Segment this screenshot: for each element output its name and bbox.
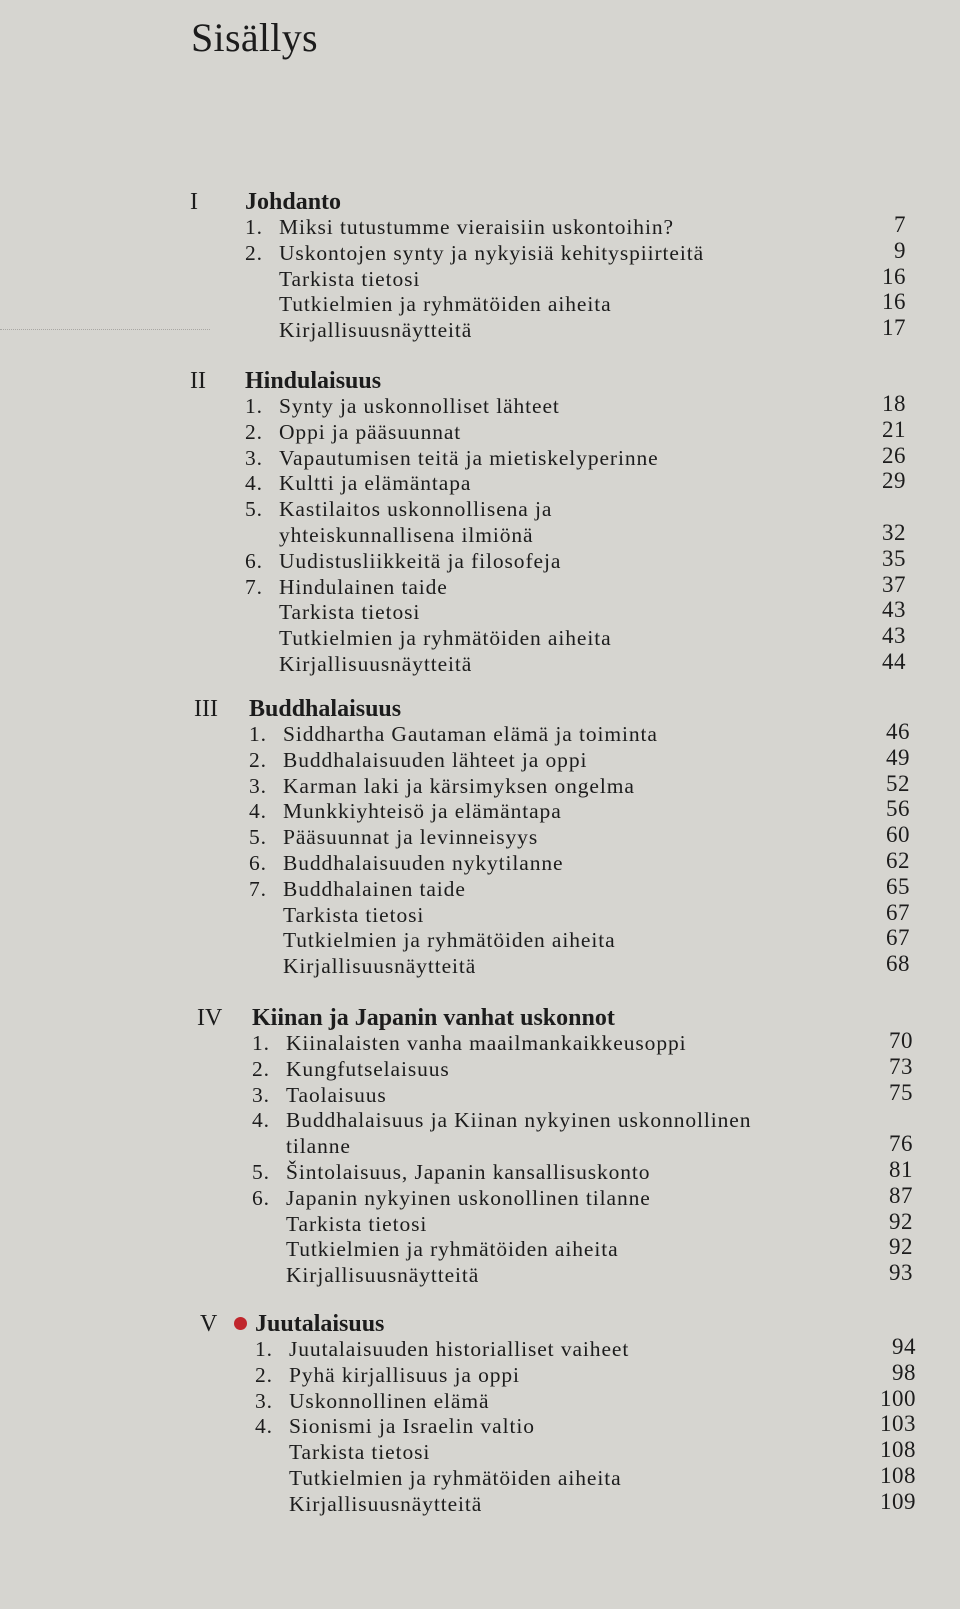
entry-number: 3. xyxy=(252,1082,270,1107)
entry-title: Kultti ja elämäntapa xyxy=(279,471,472,496)
toc-entry xyxy=(190,648,906,678)
entry-title: Kiinalaisten vanha maailmankaikkeusoppi xyxy=(286,1031,687,1055)
toc-section xyxy=(197,1005,913,1289)
section-title: Kiinan ja Japanin vanhat uskonnot xyxy=(252,1005,615,1031)
entry-title: Kastilaitos uskonnollisena ja xyxy=(279,497,553,522)
entry-title: Taolaisuus xyxy=(286,1082,387,1107)
entry-title: Buddhalaisuus ja Kiinan nykyinen uskonnollinen xyxy=(286,1108,752,1133)
toc-entry xyxy=(200,1462,916,1492)
entry-page-number: 92 xyxy=(889,1234,913,1260)
toc-section xyxy=(190,368,906,678)
toc-entry xyxy=(190,263,906,293)
entry-number: 2. xyxy=(252,1056,270,1081)
entry-number: 3. xyxy=(249,773,267,798)
entry-number: 3. xyxy=(255,1388,273,1413)
entry-number: 6. xyxy=(245,548,263,573)
entry-page-number: 67 xyxy=(886,899,910,925)
entry-page-number: 65 xyxy=(886,873,910,899)
entry-page-number: 81 xyxy=(889,1156,913,1182)
toc-entry xyxy=(190,442,906,472)
entry-page-number: 17 xyxy=(882,315,906,341)
entry-title: Tarkista tietosi xyxy=(279,266,421,291)
toc-entry xyxy=(194,951,910,980)
toc-entry xyxy=(197,1182,913,1212)
section-title: Buddhalaisuus xyxy=(249,696,402,722)
entry-number: 7. xyxy=(249,876,267,901)
entry-page-number: 35 xyxy=(882,545,906,571)
entry-page-number: 68 xyxy=(886,951,910,977)
entry-page-number: 70 xyxy=(889,1028,913,1053)
toc-entry xyxy=(194,770,910,800)
entry-page-number: 21 xyxy=(882,416,906,442)
entry-title: Karman laki ja kärsimyksen ongelma xyxy=(283,773,635,798)
entry-page-number: 29 xyxy=(882,468,906,494)
toc-entry xyxy=(197,1208,913,1238)
entry-page-number: 44 xyxy=(882,648,906,674)
toc-entry xyxy=(194,847,910,877)
entry-number: 5. xyxy=(252,1159,270,1184)
toc-entry xyxy=(190,597,906,626)
entry-page-number: 108 xyxy=(880,1437,916,1463)
entry-title: Kirjallisuusnäytteitä xyxy=(289,1491,483,1516)
entry-page-number: 100 xyxy=(880,1385,916,1411)
entry-title: Kirjallisuusnäytteitä xyxy=(279,318,473,343)
toc-entry xyxy=(190,315,906,344)
entry-title: Munkkiyhteisö ja elämäntapa xyxy=(283,799,562,824)
entry-number: 4. xyxy=(249,799,267,824)
entry-page-number: 108 xyxy=(880,1462,916,1488)
entry-page-number: 92 xyxy=(889,1208,913,1234)
toc-entry xyxy=(200,1334,916,1363)
entry-page-number: 18 xyxy=(882,391,906,416)
entry-title: Synty ja uskonnolliset lähteet xyxy=(279,394,560,418)
toc-entry xyxy=(197,1053,913,1083)
toc-entry xyxy=(190,289,906,318)
entry-page-number: 103 xyxy=(880,1411,916,1437)
toc-entry xyxy=(190,571,906,601)
entry-page-number: 37 xyxy=(882,571,906,597)
toc-entry xyxy=(197,1079,913,1109)
entry-title: Tarkista tietosi xyxy=(286,1211,428,1236)
entry-number: 4. xyxy=(255,1414,273,1439)
entry-number: 1. xyxy=(245,394,263,418)
entry-page-number: 52 xyxy=(886,770,910,796)
entry-number: 6. xyxy=(249,850,267,875)
entry-title: Hindulainen taide xyxy=(279,574,448,599)
toc-entry xyxy=(200,1385,916,1415)
toc-entry xyxy=(190,212,906,241)
entry-number: 2. xyxy=(245,240,263,265)
toc-entry xyxy=(190,391,906,420)
entry-title: Pääsuunnat ja levinneisyys xyxy=(283,825,539,850)
entry-page-number: 7 xyxy=(894,212,906,237)
entry-title: Tutkielmien ja ryhmätöiden aiheita xyxy=(289,1465,622,1490)
entry-page-number: 60 xyxy=(886,822,910,848)
section-numeral: II xyxy=(190,368,206,394)
faint-line xyxy=(0,329,210,330)
toc-entry xyxy=(197,1131,913,1160)
entry-page-number: 9 xyxy=(894,237,906,263)
entry-title: Kirjallisuusnäytteitä xyxy=(283,954,477,979)
toc-entry xyxy=(197,1108,913,1134)
section-heading xyxy=(197,1005,913,1031)
entry-title: Buddhalaisuuden lähteet ja oppi xyxy=(283,747,588,772)
entry-page-number: 49 xyxy=(886,744,910,770)
entry-title: Oppi ja pääsuunnat xyxy=(279,419,462,444)
entry-number: 3. xyxy=(245,445,263,470)
entry-title: Japanin nykyinen uskonollinen tilanne xyxy=(286,1185,651,1210)
toc-entry xyxy=(194,719,910,748)
section-heading xyxy=(194,696,910,722)
entry-number: 2. xyxy=(255,1362,273,1387)
toc-entry xyxy=(190,545,906,575)
entry-title: Kirjallisuusnäytteitä xyxy=(279,651,473,676)
section-title: Juutalaisuus xyxy=(255,1311,385,1337)
entry-page-number: 16 xyxy=(882,289,906,315)
entry-page-number: 56 xyxy=(886,796,910,822)
entry-title: Buddhalaisuuden nykytilanne xyxy=(283,850,564,875)
toc-entry xyxy=(190,416,906,446)
toc-entry xyxy=(197,1260,913,1289)
entry-title: Pyhä kirjallisuus ja oppi xyxy=(289,1362,520,1387)
entry-page-number: 75 xyxy=(889,1079,913,1105)
entry-title: Uskonnollinen elämä xyxy=(289,1388,490,1413)
page-title: Sisällys xyxy=(191,15,318,60)
entry-title: Kirjallisuusnäytteitä xyxy=(286,1263,480,1288)
entry-number: 1. xyxy=(245,215,263,239)
entry-title: Juutalaisuuden historialliset vaiheet xyxy=(289,1337,630,1361)
entry-title: Kungfutselaisuus xyxy=(286,1056,450,1081)
toc-entry xyxy=(194,796,910,825)
toc-entry xyxy=(194,899,910,929)
entry-title: Tutkielmien ja ryhmätöiden aiheita xyxy=(279,292,612,317)
entry-page-number: 43 xyxy=(882,597,906,623)
section-title: Johdanto xyxy=(245,189,342,215)
entry-page-number: 62 xyxy=(886,847,910,873)
toc-entry xyxy=(197,1234,913,1263)
entry-number: 2. xyxy=(249,747,267,772)
toc-entry xyxy=(194,925,910,954)
toc-entry xyxy=(200,1359,916,1389)
entry-number: 1. xyxy=(249,722,267,746)
section-heading xyxy=(190,189,906,215)
entry-page-number: 73 xyxy=(889,1053,913,1079)
entry-title: yhteiskunnallisena ilmiönä xyxy=(279,522,534,547)
entry-title: Tarkista tietosi xyxy=(279,600,421,625)
toc-entry xyxy=(190,468,906,497)
section-numeral: I xyxy=(190,189,198,215)
entry-page-number: 94 xyxy=(892,1334,916,1359)
entry-title: Uudistusliikkeitä ja filosofeja xyxy=(279,548,562,573)
section-heading xyxy=(200,1311,916,1337)
toc-entry xyxy=(200,1437,916,1466)
entry-page-number: 98 xyxy=(892,1359,916,1385)
toc-entry xyxy=(200,1411,916,1440)
section-numeral: III xyxy=(194,696,218,722)
toc-section xyxy=(200,1311,916,1518)
toc-entry xyxy=(197,1156,913,1186)
entry-number: 1. xyxy=(252,1031,270,1055)
entry-number: 5. xyxy=(249,825,267,850)
entry-number: 2. xyxy=(245,419,263,444)
entry-number: 1. xyxy=(255,1337,273,1361)
toc-entry xyxy=(190,519,906,549)
entry-title: tilanne xyxy=(286,1134,351,1159)
entry-title: Tarkista tietosi xyxy=(283,902,425,927)
entry-title: Uskontojen synty ja nykyisiä kehityspiirteitä xyxy=(279,240,705,265)
entry-title: Tarkista tietosi xyxy=(289,1440,431,1465)
toc-entry xyxy=(190,497,906,523)
entry-number: 4. xyxy=(252,1108,270,1133)
entry-title: Buddhalainen taide xyxy=(283,876,466,901)
entry-page-number: 93 xyxy=(889,1260,913,1286)
entry-title: Siddhartha Gautaman elämä ja toiminta xyxy=(283,722,658,746)
entry-title: Tutkielmien ja ryhmätöiden aiheita xyxy=(283,928,616,953)
section-heading xyxy=(190,368,906,394)
entry-title: Šintolaisuus, Japanin kansallisuskonto xyxy=(286,1159,651,1184)
red-dot-marker-icon xyxy=(234,1317,247,1330)
entry-page-number: 26 xyxy=(882,442,906,468)
entry-title: Vapautumisen teitä ja mietiskelyperinne xyxy=(279,445,659,470)
section-numeral: IV xyxy=(197,1005,223,1031)
toc-section xyxy=(194,696,910,980)
toc-entry xyxy=(190,237,906,267)
entry-title: Miksi tutustumme vieraisiin uskontoihin? xyxy=(279,215,674,239)
toc-entry xyxy=(194,873,910,903)
toc-entry xyxy=(197,1028,913,1057)
toc-entry xyxy=(200,1488,916,1518)
toc-entry xyxy=(194,822,910,851)
entry-page-number: 76 xyxy=(889,1131,913,1157)
entry-page-number: 32 xyxy=(882,519,906,545)
entry-page-number: 46 xyxy=(886,719,910,744)
entry-number: 7. xyxy=(245,574,263,599)
entry-number: 4. xyxy=(245,471,263,496)
entry-page-number: 43 xyxy=(882,623,906,649)
entry-page-number: 87 xyxy=(889,1182,913,1208)
entry-title: Tutkielmien ja ryhmätöiden aiheita xyxy=(286,1237,619,1262)
entry-title: Sionismi ja Israelin valtio xyxy=(289,1414,535,1439)
entry-page-number: 16 xyxy=(882,263,906,289)
entry-number: 6. xyxy=(252,1185,270,1210)
toc-entry xyxy=(190,623,906,652)
entry-title: Tutkielmien ja ryhmätöiden aiheita xyxy=(279,626,612,651)
entry-page-number: 109 xyxy=(880,1488,916,1514)
toc-entry xyxy=(194,744,910,774)
section-title: Hindulaisuus xyxy=(245,368,382,394)
section-numeral: V xyxy=(200,1311,218,1337)
entry-page-number: 67 xyxy=(886,925,910,951)
toc-section xyxy=(190,189,906,344)
entry-number: 5. xyxy=(245,497,263,522)
